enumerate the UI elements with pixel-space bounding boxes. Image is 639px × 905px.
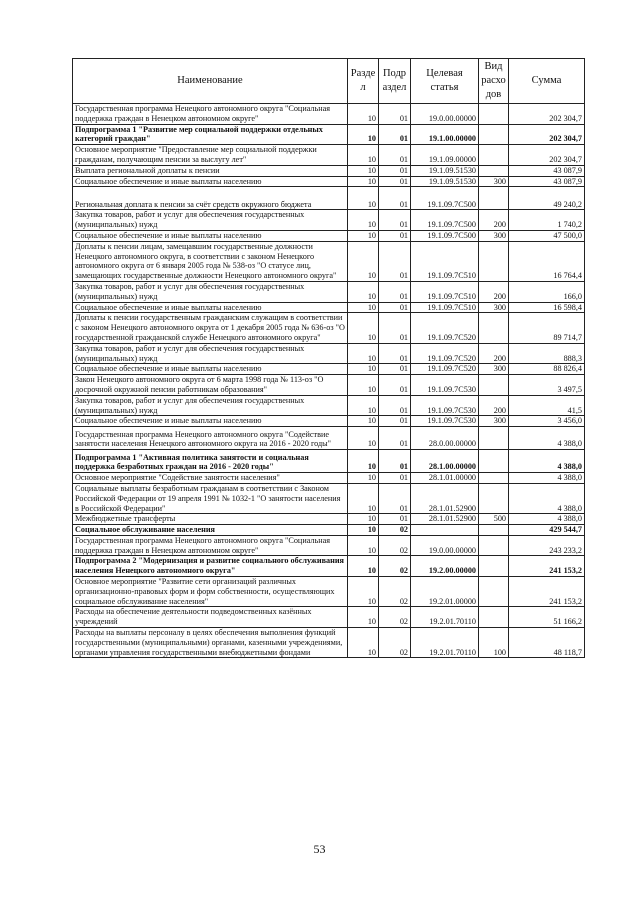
row-target-article: 19.1.09.7С530	[411, 375, 479, 396]
row-name: Основное мероприятие "Содействие занятости населения"	[73, 473, 348, 484]
row-podrazdel: 01	[379, 473, 411, 484]
row-sum: 4 388,0	[509, 473, 585, 484]
row-expense-type	[479, 473, 509, 484]
row-sum: 4 388,0	[509, 514, 585, 525]
row-expense-type: 300	[479, 230, 509, 241]
table-row	[73, 483, 585, 513]
table-row	[73, 230, 585, 241]
row-sum: 51 166,2	[509, 607, 585, 628]
row-name: Социальное обеспечение и иные выплаты населению	[73, 302, 348, 313]
row-name: Социальные выплаты безработным гражданам в соответствии с Законом Российской Федерации от 19 апреля 1991 № 1032-1 "О занятости населения в Российской Федерации"	[73, 483, 348, 513]
row-podrazdel: 02	[379, 577, 411, 607]
row-target-article: 19.1.09.7С530	[411, 395, 479, 416]
row-sum: 243 233,2	[509, 535, 585, 556]
row-sum: 241 153,2	[509, 556, 585, 577]
row-podrazdel: 01	[379, 104, 411, 125]
row-sum: 41,5	[509, 395, 585, 416]
row-podrazdel: 01	[379, 187, 411, 210]
row-expense-type	[479, 241, 509, 281]
row-target-article: 28.1.01.00000	[411, 473, 479, 484]
table-row	[73, 187, 585, 210]
row-razdel: 10	[348, 343, 379, 364]
row-podrazdel: 01	[379, 514, 411, 525]
row-razdel: 10	[348, 514, 379, 525]
row-target-article: 19.1.09.7С510	[411, 302, 479, 313]
table-row	[73, 104, 585, 125]
row-razdel: 10	[348, 427, 379, 450]
row-podrazdel: 01	[379, 124, 411, 145]
header-name: Наименование	[73, 59, 348, 104]
row-razdel: 10	[348, 364, 379, 375]
row-podrazdel: 02	[379, 525, 411, 536]
row-razdel: 10	[348, 535, 379, 556]
row-expense-type: 200	[479, 210, 509, 231]
row-podrazdel: 01	[379, 343, 411, 364]
table-row	[73, 313, 585, 343]
row-sum: 202 304,7	[509, 145, 585, 166]
row-razdel: 10	[348, 483, 379, 513]
row-target-article: 19.1.09.7С500	[411, 187, 479, 210]
row-name: Региональная доплата к пенсии за счёт средств окружного бюджета	[73, 187, 348, 210]
row-target-article: 19.0.00.00000	[411, 104, 479, 125]
row-target-article	[411, 525, 479, 536]
header-podrazdel: Подр аздел	[379, 59, 411, 104]
row-expense-type: 200	[479, 281, 509, 302]
table-row	[73, 395, 585, 416]
row-target-article: 19.1.09.00000	[411, 145, 479, 166]
row-target-article: 19.2.01.00000	[411, 577, 479, 607]
row-name: Расходы на выплаты персоналу в целях обеспечения выполнения функций государственными (муниципальными) органами, казенными учреждениями, органами управления государственными внебюджетными фондами	[73, 628, 348, 658]
header-target-article: Целевая статья	[411, 59, 479, 104]
row-target-article: 19.2.00.00000	[411, 556, 479, 577]
row-podrazdel: 01	[379, 313, 411, 343]
table-row	[73, 145, 585, 166]
row-podrazdel: 01	[379, 241, 411, 281]
row-razdel: 10	[348, 473, 379, 484]
table-body	[73, 104, 585, 658]
row-name: Социальное обеспечение и иные выплаты населению	[73, 176, 348, 187]
row-razdel: 10	[348, 230, 379, 241]
row-podrazdel: 01	[379, 210, 411, 231]
row-podrazdel: 01	[379, 364, 411, 375]
row-razdel: 10	[348, 241, 379, 281]
row-target-article: 19.1.09.7С500	[411, 210, 479, 231]
row-sum: 202 304,7	[509, 104, 585, 125]
table-row	[73, 176, 585, 187]
row-expense-type: 300	[479, 364, 509, 375]
row-expense-type	[479, 535, 509, 556]
row-name: Закон Ненецкого автономного округа от 6 марта 1998 года № 113-оз "О досрочной окружной пенсии работникам образования"	[73, 375, 348, 396]
row-expense-type: 200	[479, 343, 509, 364]
row-razdel: 10	[348, 302, 379, 313]
table-row	[73, 427, 585, 450]
row-expense-type: 300	[479, 176, 509, 187]
header-sum: Сумма	[509, 59, 585, 104]
row-podrazdel: 01	[379, 375, 411, 396]
row-expense-type	[479, 556, 509, 577]
row-sum: 88 826,4	[509, 364, 585, 375]
row-name: Закупка товаров, работ и услуг для обеспечения государственных (муниципальных) нужд	[73, 281, 348, 302]
row-sum: 429 544,7	[509, 525, 585, 536]
table-row	[73, 210, 585, 231]
row-name: Государственная программа Ненецкого автономного округа "Социальная поддержка граждан в Ненецком автономном округе"	[73, 535, 348, 556]
table-header-row	[73, 59, 585, 104]
row-target-article: 19.1.09.7С520	[411, 313, 479, 343]
row-expense-type	[479, 577, 509, 607]
header-razdel: Разде л	[348, 59, 379, 104]
row-razdel: 10	[348, 145, 379, 166]
row-razdel: 10	[348, 187, 379, 210]
table-row	[73, 375, 585, 396]
row-target-article: 28.1.00.00000	[411, 450, 479, 473]
row-podrazdel: 01	[379, 176, 411, 187]
row-expense-type	[479, 483, 509, 513]
row-sum: 48 118,7	[509, 628, 585, 658]
row-name: Закупка товаров, работ и услуг для обеспечения государственных (муниципальных) нужд	[73, 210, 348, 231]
table-row	[73, 364, 585, 375]
row-target-article: 19.1.00.00000	[411, 124, 479, 145]
row-sum: 202 304,7	[509, 124, 585, 145]
row-expense-type	[479, 124, 509, 145]
row-expense-type: 100	[479, 628, 509, 658]
table-row	[73, 302, 585, 313]
row-name: Государственная программа Ненецкого автономного округа "Социальная поддержка граждан в Ненецком автономном округе"	[73, 104, 348, 125]
row-sum: 16 764,4	[509, 241, 585, 281]
row-name: Государственная программа Ненецкого автономного округа "Содействие занятости населения Ненецкого автономного округа на 2016 - 2020 годы"	[73, 427, 348, 450]
row-podrazdel: 01	[379, 165, 411, 176]
table-row	[73, 416, 585, 427]
row-razdel: 10	[348, 313, 379, 343]
row-expense-type: 300	[479, 416, 509, 427]
row-target-article: 19.1.09.51530	[411, 176, 479, 187]
row-target-article: 19.1.09.7С510	[411, 241, 479, 281]
row-sum: 4 388,0	[509, 427, 585, 450]
row-podrazdel: 01	[379, 281, 411, 302]
row-name: Закупка товаров, работ и услуг для обеспечения государственных (муниципальных) нужд	[73, 343, 348, 364]
table-row	[73, 281, 585, 302]
row-expense-type: 200	[479, 395, 509, 416]
row-sum: 4 388,0	[509, 483, 585, 513]
row-target-article: 19.1.09.7С510	[411, 281, 479, 302]
table-row	[73, 525, 585, 536]
row-expense-type	[479, 375, 509, 396]
row-sum: 43 087,9	[509, 165, 585, 176]
row-target-article: 19.1.09.7С520	[411, 343, 479, 364]
row-expense-type	[479, 313, 509, 343]
row-name: Социальное обслуживание населения	[73, 525, 348, 536]
row-target-article: 19.1.09.7С500	[411, 230, 479, 241]
row-razdel: 10	[348, 395, 379, 416]
row-sum: 43 087,9	[509, 176, 585, 187]
row-podrazdel: 01	[379, 302, 411, 313]
row-podrazdel: 01	[379, 145, 411, 166]
row-podrazdel: 01	[379, 416, 411, 427]
row-expense-type: 300	[479, 302, 509, 313]
table-row	[73, 165, 585, 176]
row-podrazdel: 01	[379, 450, 411, 473]
row-target-article: 28.1.01.52900	[411, 514, 479, 525]
table-row	[73, 450, 585, 473]
row-razdel: 10	[348, 124, 379, 145]
row-razdel: 10	[348, 176, 379, 187]
table-row	[73, 241, 585, 281]
table-row	[73, 556, 585, 577]
row-name: Закупка товаров, работ и услуг для обеспечения государственных (муниципальных) нужд	[73, 395, 348, 416]
row-razdel: 10	[348, 450, 379, 473]
row-target-article: 19.1.09.7С530	[411, 416, 479, 427]
row-podrazdel: 02	[379, 535, 411, 556]
row-sum: 3 456,0	[509, 416, 585, 427]
table-row	[73, 628, 585, 658]
row-name: Доплаты к пенсии лицам, замещавшим государственные должности Ненецкого автономного округа, в соответствии с законом Ненецкого автономного округа от 6 января 2005 года № 538-оз "О статусе лиц, замещающих государственные должности Ненецкого автономного округа"	[73, 241, 348, 281]
row-podrazdel: 02	[379, 556, 411, 577]
table-header	[73, 59, 585, 104]
row-name: Доплаты к пенсии государственным гражданским служащим в соответствии с законом Ненецкого автономного округа от 1 декабря 2005 года № 636-оз "О государственной гражданской службе Ненецкого автономного округа"	[73, 313, 348, 343]
row-sum: 3 497,5	[509, 375, 585, 396]
row-target-article: 19.2.01.70110	[411, 607, 479, 628]
row-expense-type	[479, 450, 509, 473]
row-target-article: 28.0.00.00000	[411, 427, 479, 450]
row-name: Социальное обеспечение и иные выплаты населению	[73, 230, 348, 241]
budget-table	[72, 58, 585, 658]
row-podrazdel: 01	[379, 395, 411, 416]
row-name: Подпрограмма 1 "Развитие мер социальной поддержки отдельных категорий граждан"	[73, 124, 348, 145]
row-target-article: 19.1.09.51530	[411, 165, 479, 176]
row-razdel: 10	[348, 577, 379, 607]
row-expense-type	[479, 525, 509, 536]
header-expense-type: Вид расхо дов	[479, 59, 509, 104]
row-sum: 1 740,2	[509, 210, 585, 231]
row-razdel: 10	[348, 607, 379, 628]
table-row	[73, 577, 585, 607]
row-name: Межбюджетные трансферты	[73, 514, 348, 525]
row-sum: 49 240,2	[509, 187, 585, 210]
row-podrazdel: 01	[379, 230, 411, 241]
row-sum: 89 714,7	[509, 313, 585, 343]
row-sum: 16 598,4	[509, 302, 585, 313]
row-expense-type	[479, 187, 509, 210]
row-name: Социальное обеспечение и иные выплаты населению	[73, 364, 348, 375]
row-sum: 166,0	[509, 281, 585, 302]
row-expense-type	[479, 145, 509, 166]
row-razdel: 10	[348, 416, 379, 427]
row-razdel: 10	[348, 375, 379, 396]
row-podrazdel: 01	[379, 427, 411, 450]
row-sum: 4 388,0	[509, 450, 585, 473]
row-podrazdel: 02	[379, 628, 411, 658]
row-target-article: 28.1.01.52900	[411, 483, 479, 513]
table-row	[73, 124, 585, 145]
row-name: Социальное обеспечение и иные выплаты населению	[73, 416, 348, 427]
row-podrazdel: 02	[379, 607, 411, 628]
row-name: Основное мероприятие "Предоставление мер социальной поддержки гражданам, получающим пенсии за выслугу лет"	[73, 145, 348, 166]
row-sum: 888,3	[509, 343, 585, 364]
row-expense-type	[479, 104, 509, 125]
table-row	[73, 473, 585, 484]
row-name: Подпрограмма 2 "Модернизация и развитие социального обслуживания населения Ненецкого автономного округа"	[73, 556, 348, 577]
row-razdel: 10	[348, 104, 379, 125]
row-target-article: 19.0.00.00000	[411, 535, 479, 556]
row-expense-type	[479, 607, 509, 628]
row-target-article: 19.1.09.7С520	[411, 364, 479, 375]
row-expense-type: 500	[479, 514, 509, 525]
row-razdel: 10	[348, 210, 379, 231]
row-name: Основное мероприятие "Развитие сети организаций различных организационно-правовых форм и форм собственности, осуществляющих социальное обслуживание населения"	[73, 577, 348, 607]
row-sum: 47 500,0	[509, 230, 585, 241]
table-row	[73, 514, 585, 525]
row-expense-type	[479, 427, 509, 450]
row-name: Расходы на обеспечение деятельности подведомственных казённых учреждений	[73, 607, 348, 628]
row-name: Подпрограмма 1 "Активная политика занятости и социальная поддержка безработных граждан на 2016 - 2020 годы"	[73, 450, 348, 473]
row-expense-type	[479, 165, 509, 176]
row-razdel: 10	[348, 628, 379, 658]
row-razdel: 10	[348, 281, 379, 302]
row-razdel: 10	[348, 525, 379, 536]
row-name: Выплата региональной доплаты к пенсии	[73, 165, 348, 176]
table-row	[73, 607, 585, 628]
row-razdel: 10	[348, 556, 379, 577]
row-sum: 241 153,2	[509, 577, 585, 607]
page-number: 53	[313, 842, 326, 856]
table-row	[73, 535, 585, 556]
row-razdel: 10	[348, 165, 379, 176]
row-podrazdel: 01	[379, 483, 411, 513]
row-target-article: 19.2.01.70110	[411, 628, 479, 658]
table-row	[73, 343, 585, 364]
